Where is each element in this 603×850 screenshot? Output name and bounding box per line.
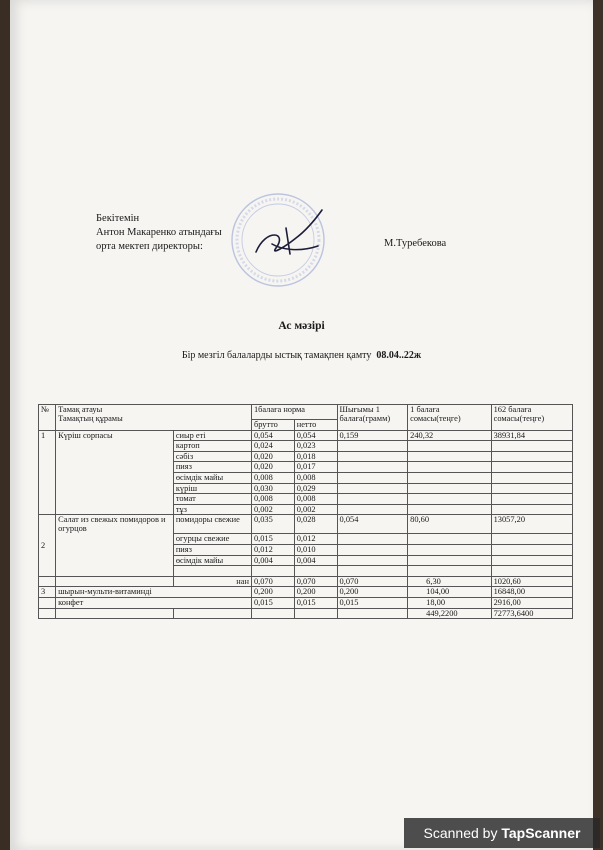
ingredient: огурцы свежие bbox=[173, 534, 251, 545]
sum162: 1020,60 bbox=[491, 576, 572, 587]
brutto: 0,030 bbox=[251, 483, 294, 494]
ingredient: өсімдік майы bbox=[173, 555, 251, 566]
approval-line-2: Антон Макаренко атындағы bbox=[96, 227, 222, 238]
juice-num: 3 bbox=[39, 587, 56, 598]
stamp-outer-ring bbox=[232, 194, 324, 286]
sum1: 6,30 bbox=[408, 576, 491, 587]
table-row bbox=[39, 515, 573, 534]
ingredient: томат bbox=[173, 494, 251, 505]
dish2-sum162: 13057,20 bbox=[491, 515, 572, 534]
dish2-sum1: 80,60 bbox=[408, 515, 491, 534]
dish1-name: Күріш сорпасы bbox=[56, 430, 174, 515]
ingredient: сәбіз bbox=[173, 451, 251, 462]
header-brutto: брутто bbox=[251, 420, 294, 431]
brutto: 0,020 bbox=[251, 462, 294, 473]
candy-name: конфет bbox=[56, 597, 252, 608]
dish2-num: 2 bbox=[39, 515, 56, 576]
ingredient: помидоры свежие bbox=[173, 515, 251, 534]
table-row bbox=[39, 576, 573, 587]
brutto: 0,015 bbox=[251, 534, 294, 545]
brutto: 0,070 bbox=[251, 576, 294, 587]
netto: 0,008 bbox=[294, 494, 337, 505]
brutto: 0,024 bbox=[251, 441, 294, 452]
sum162: 16848,00 bbox=[491, 587, 572, 598]
ingredient: күріш bbox=[173, 483, 251, 494]
page-title: Ас мәзірі bbox=[278, 320, 325, 332]
consumption: 0,070 bbox=[337, 576, 408, 587]
dish2-name: Салат из свежых помидоров и огурцов bbox=[56, 515, 174, 576]
ingredient: пияз bbox=[173, 544, 251, 555]
subtitle-text: Бір мезгіл балаларды ыстық тамақпен қамту bbox=[181, 350, 372, 361]
brutto: 0,054 bbox=[251, 430, 294, 441]
netto: 0,054 bbox=[294, 430, 337, 441]
table-row-total bbox=[39, 608, 573, 619]
table-row bbox=[39, 430, 573, 441]
header-consumption: Шығымы 1 балаға(грамм) bbox=[337, 405, 408, 431]
brutto: 0,002 bbox=[251, 504, 294, 515]
stamp-inner-ring bbox=[242, 204, 314, 276]
brutto: 0,200 bbox=[251, 587, 294, 598]
brutto: 0,012 bbox=[251, 544, 294, 555]
bread-name: нан bbox=[173, 576, 251, 587]
subtitle-date: 08.04..22ж bbox=[376, 350, 422, 361]
brutto: 0,015 bbox=[251, 597, 294, 608]
ingredient: картоп bbox=[173, 441, 251, 452]
header-name-line1: Тамақ атауы bbox=[58, 405, 103, 414]
header-num: № bbox=[39, 405, 56, 431]
menu-table bbox=[38, 404, 573, 619]
netto: 0,008 bbox=[294, 472, 337, 483]
netto: 0,029 bbox=[294, 483, 337, 494]
stamp-text-ring bbox=[237, 199, 319, 281]
director-name: М.Туребекова bbox=[384, 238, 447, 249]
netto: 0,200 bbox=[294, 587, 337, 598]
header-sum1: 1 балаға сомасы(теңге) bbox=[408, 405, 491, 431]
consumption: 0,015 bbox=[337, 597, 408, 608]
approval-line-3: орта мектеп директоры: bbox=[96, 241, 203, 252]
table-row bbox=[39, 597, 573, 608]
ingredient: тұз bbox=[173, 504, 251, 515]
ingredient: сиыр еті bbox=[173, 430, 251, 441]
netto: 0,004 bbox=[294, 555, 337, 566]
netto: 0,018 bbox=[294, 451, 337, 462]
netto: 0,015 bbox=[294, 597, 337, 608]
page-subtitle bbox=[0, 350, 603, 361]
header-norm: 1балаға норма bbox=[251, 405, 337, 420]
approval-block bbox=[96, 212, 222, 254]
netto: 0,012 bbox=[294, 534, 337, 545]
dish1-sum162: 38931,84 bbox=[491, 430, 572, 441]
approval-line-1: Бекітемін bbox=[96, 213, 140, 224]
brutto: 0,008 bbox=[251, 472, 294, 483]
sum1: 104,00 bbox=[408, 587, 491, 598]
ingredient: пияз bbox=[173, 462, 251, 473]
netto: 0,017 bbox=[294, 462, 337, 473]
table-row bbox=[39, 587, 573, 598]
ingredient: өсімдік майы bbox=[173, 472, 251, 483]
scan-background-right bbox=[593, 0, 603, 850]
header-row-1 bbox=[39, 405, 573, 420]
sum1: 18,00 bbox=[408, 597, 491, 608]
dish1-consumption: 0,159 bbox=[337, 430, 408, 441]
brutto: 0,004 bbox=[251, 555, 294, 566]
netto: 0,010 bbox=[294, 544, 337, 555]
netto: 0,023 bbox=[294, 441, 337, 452]
dish1-sum1: 240,32 bbox=[408, 430, 491, 441]
header-sum162: 162 балаға сомасы(теңге) bbox=[491, 405, 572, 431]
watermark-brand: TapScanner bbox=[501, 825, 581, 841]
brutto: 0,008 bbox=[251, 494, 294, 505]
netto: 0,028 bbox=[294, 515, 337, 534]
total-sum162: 72773,6400 bbox=[491, 608, 572, 619]
watermark-prefix: Scanned by bbox=[423, 825, 498, 841]
header-netto: нетто bbox=[294, 420, 337, 431]
header-name-line2: Тамақтың құрамы bbox=[58, 414, 123, 423]
netto: 0,002 bbox=[294, 504, 337, 515]
header-name bbox=[56, 405, 252, 431]
total-sum1: 449,2200 bbox=[408, 608, 491, 619]
juice-name: шырын-мульти-витаминді bbox=[56, 587, 252, 598]
scanner-watermark bbox=[404, 818, 600, 848]
sum162: 2916,00 bbox=[491, 597, 572, 608]
brutto: 0,020 bbox=[251, 451, 294, 462]
consumption: 0,200 bbox=[337, 587, 408, 598]
dish1-num: 1 bbox=[39, 430, 56, 515]
brutto: 0,035 bbox=[251, 515, 294, 534]
dish2-consumption: 0,054 bbox=[337, 515, 408, 534]
netto: 0,070 bbox=[294, 576, 337, 587]
stamp-signature bbox=[226, 188, 338, 292]
